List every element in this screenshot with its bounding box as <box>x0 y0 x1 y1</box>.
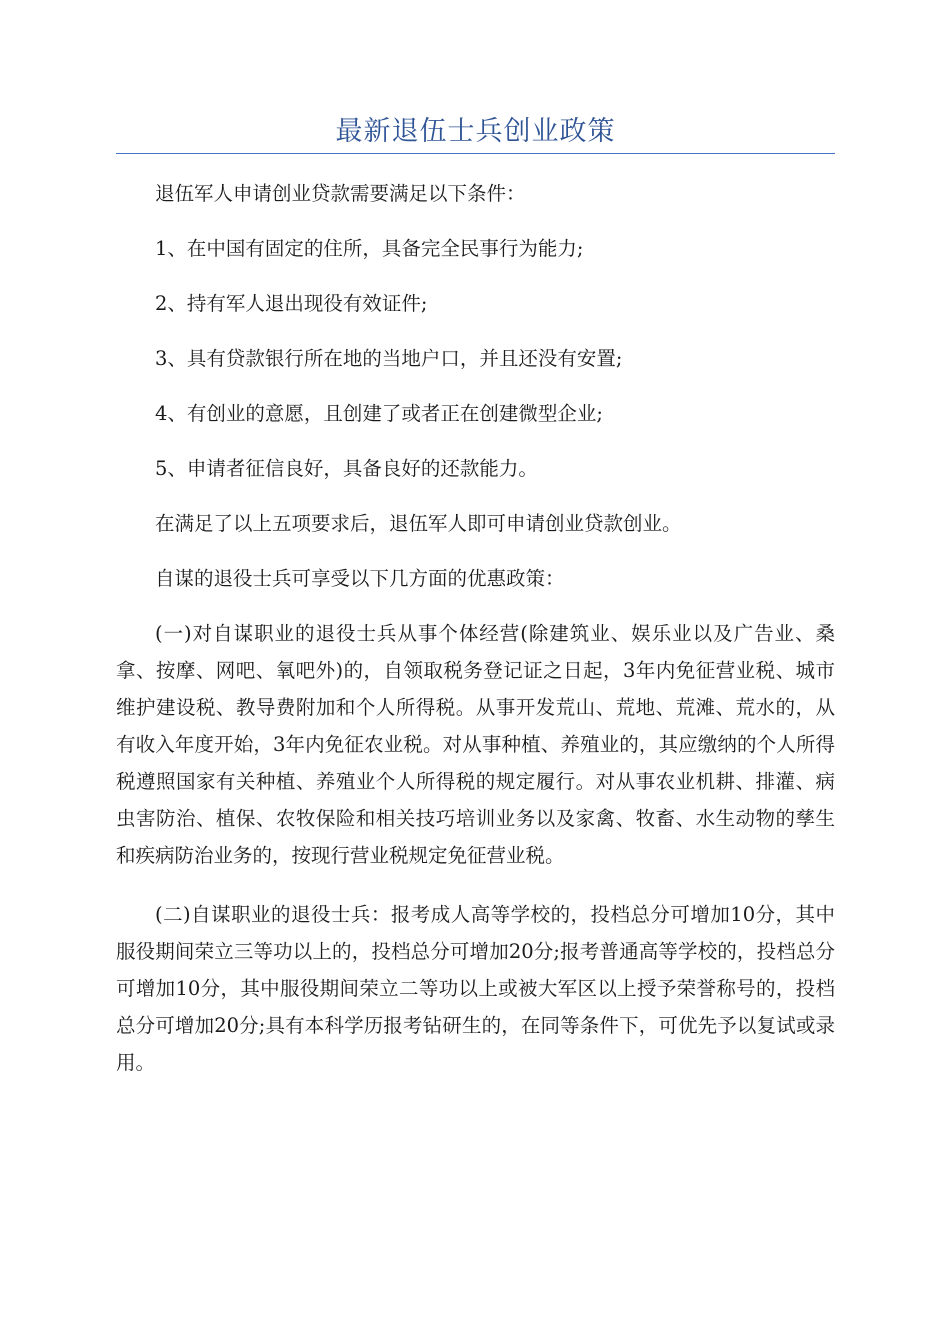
document-body <box>116 175 835 1081</box>
title-underline <box>116 153 835 154</box>
paragraph-condition-5: 5、申请者征信良好，具备良好的还款能力。 <box>155 457 538 480</box>
paragraph-condition-4: 4、有创业的意愿，且创建了或者正在创建微型企业; <box>155 402 603 425</box>
paragraph-condition-2: 2、持有军人退出现役有效证件; <box>155 292 428 315</box>
document-title: 最新退伍士兵创业政策 <box>335 116 616 147</box>
paragraph-condition-3: 3、具有贷款银行所在地的当地户口，并且还没有安置; <box>155 347 623 370</box>
paragraph-policy-1: (一)对自谋职业的退役士兵从事个体经营(除建筑业、娱乐业以及广告业、桑拿、按摩、网吧、氧吧外)的，自领取税务登记证之日起，3年内免征营业税、城市维护建设税、教导费附加和个人所得税。从事开发荒山、荒地、荒滩、荒水的，从有收入年度开始，3年内免征农业税。对从事种植、养殖业的，其应缴纳的个人所得税遵照国家有关种植、养殖业个人所得税的规定履行。对从事农业机耕、排灌、病虫害防治、植保、农牧保险和相关技巧培训业务以及家禽、牧畜、水生动物的孳生和疾病防治业务的，按现行营业税规定免征营业税。 <box>116 622 835 867</box>
paragraph-summary: 在满足了以上五项要求后，退伍军人即可申请创业贷款创业。 <box>155 512 682 535</box>
paragraph-policy-intro: 自谋的退役士兵可享受以下几方面的优惠政策： <box>155 567 565 590</box>
paragraph-intro: 退伍军人申请创业贷款需要满足以下条件： <box>155 182 526 205</box>
paragraph-condition-1: 1、在中国有固定的住所，具备完全民事行为能力; <box>155 237 584 260</box>
paragraph-policy-2: (二)自谋职业的退役士兵：报考成人高等学校的，投档总分可增加10分，其中服役期间荣立三等功以上的，投档总分可增加20分;报考普通高等学校的，投档总分可增加10分，其中服役期间荣立二等功以上或被大军区以上授予荣誉称号的，投档总分可增加20分;具有本科学历报考钻研生的，在同等条件下，可优先予以复试或录用。 <box>116 903 835 1074</box>
